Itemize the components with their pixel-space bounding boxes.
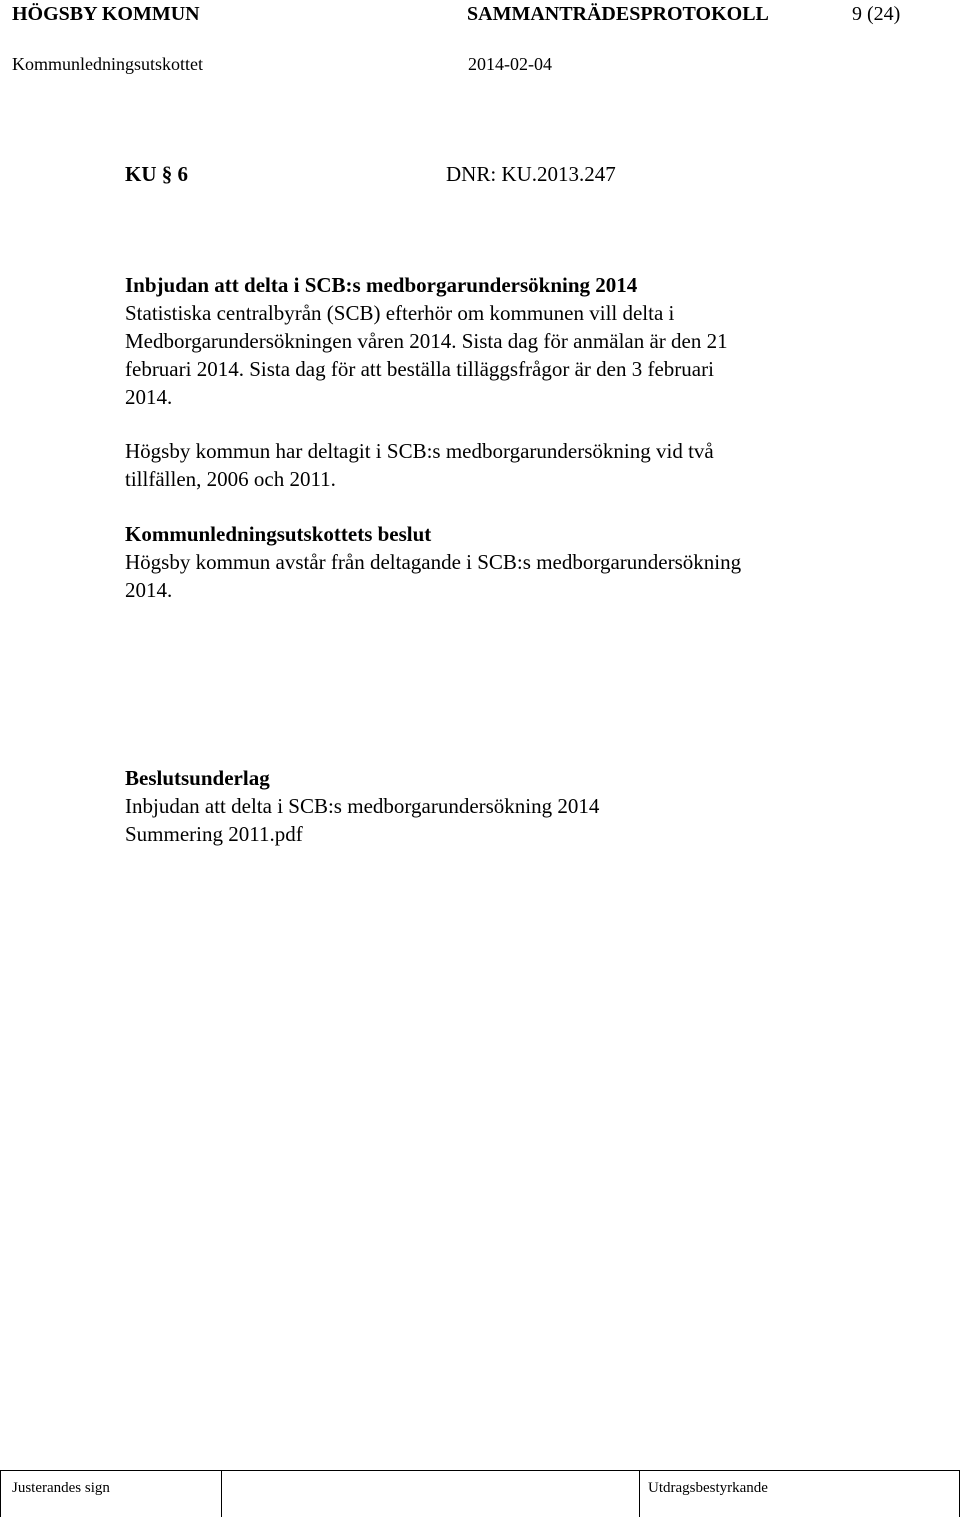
meeting-date: 2014-02-04 — [468, 54, 552, 74]
committee-name: Kommunledningsutskottet — [12, 54, 203, 74]
footer-divider — [0, 1470, 1, 1517]
body-line: Statistiska centralbyrån (SCB) efterhör om kommunen vill delta i — [125, 301, 675, 325]
paragraph-number: KU § 6 — [125, 162, 188, 186]
basis-item: Inbjudan att delta i SCB:s medborgarundersökning 2014 — [125, 794, 600, 818]
adjuster-signature-label: Justerandes sign — [12, 1480, 110, 1496]
footer-divider — [639, 1470, 640, 1517]
basis-item: Summering 2011.pdf — [125, 822, 303, 846]
decision-section — [125, 520, 825, 604]
body-line: 2014. — [125, 385, 173, 409]
basis-heading: Beslutsunderlag — [125, 766, 270, 790]
org-name: HÖGSBY KOMMUN — [12, 3, 200, 25]
item-section — [125, 271, 825, 411]
history-paragraph — [125, 437, 825, 493]
footer-divider — [221, 1470, 222, 1517]
body-line: tillfällen, 2006 och 2011. — [125, 467, 336, 491]
basis-section — [125, 764, 825, 848]
decision-line: Högsby kommun avstår från deltagande i SCB:s medborgarundersökning — [125, 550, 742, 574]
page-number: 9 (24) — [852, 3, 901, 25]
footer-top-rule — [0, 1470, 960, 1471]
body-line: Medborgarundersökningen våren 2014. Sista dag för anmälan är den 21 — [125, 329, 728, 353]
diary-number: DNR: KU.2013.247 — [446, 162, 616, 186]
decision-heading: Kommunledningsutskottets beslut — [125, 522, 432, 546]
extract-certification-label: Utdragsbestyrkande — [648, 1480, 768, 1496]
body-line: februari 2014. Sista dag för att beställa tilläggsfrågor är den 3 februari — [125, 357, 714, 381]
body-line: Högsby kommun har deltagit i SCB:s medborgarundersökning vid två — [125, 439, 714, 463]
decision-line: 2014. — [125, 578, 173, 602]
item-title: Inbjudan att delta i SCB:s medborgarundersökning 2014 — [125, 273, 638, 297]
doc-type: SAMMANTRÄDESPROTOKOLL — [467, 3, 769, 25]
